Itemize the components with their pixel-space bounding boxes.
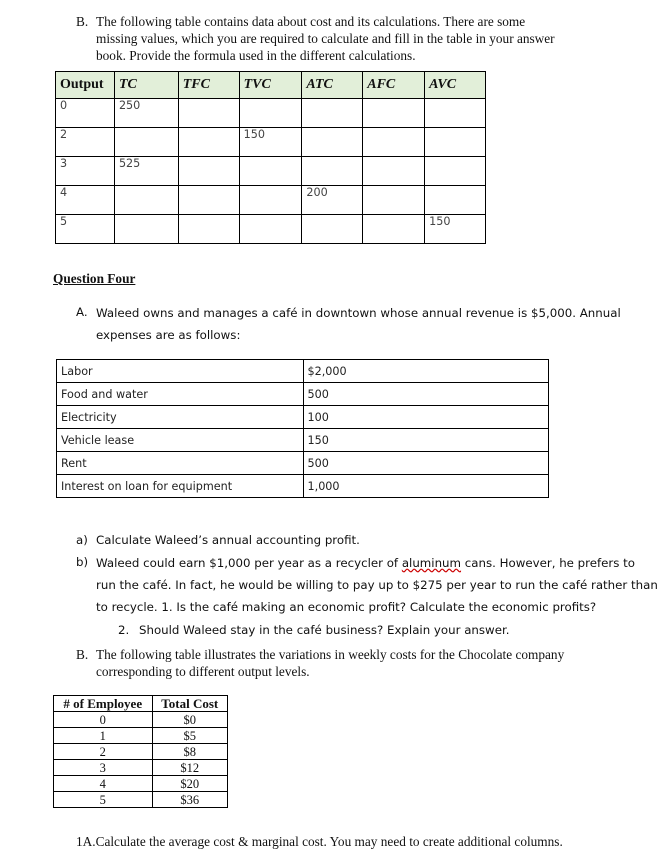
- expense-label: Vehicle lease: [57, 429, 304, 452]
- table-cell: $0: [152, 712, 227, 728]
- sub-question-b-line3: to recycle. 1. Is the café making an economic profit? Calculate the economic profits?: [96, 600, 597, 614]
- footer-question: 1A.Calculate the average cost & marginal cost. You may need to create additional columns.: [76, 834, 563, 849]
- expense-table: [56, 359, 549, 498]
- expense-value: $2,000: [303, 360, 548, 383]
- sub-question-b-text: [96, 552, 666, 618]
- table-cell: [425, 157, 486, 186]
- table-cell: 0: [54, 712, 153, 728]
- table-row: [57, 452, 549, 475]
- section-b2-text: [96, 646, 666, 680]
- employee-cost-table: [53, 695, 228, 808]
- table-cell: [178, 186, 239, 215]
- sub-question-2-text: Should Waleed stay in the café business? Explain your answer.: [139, 623, 510, 637]
- header-tc: TC: [114, 72, 178, 99]
- table-cell: [363, 215, 425, 244]
- section-b-line3: book. Provide the formula used in the different calculations.: [96, 48, 416, 63]
- header-output: Output: [56, 72, 115, 99]
- table-row: [57, 429, 549, 452]
- table-cell: [363, 128, 425, 157]
- expense-label: Food and water: [57, 383, 304, 406]
- table-row: [57, 406, 549, 429]
- table-cell: 4: [54, 776, 153, 792]
- table-cell: 1: [54, 728, 153, 744]
- table-cell: [114, 215, 178, 244]
- table-row: [54, 760, 228, 776]
- question-four-a-line2: expenses are as follows:: [96, 328, 241, 342]
- table-cell: [239, 186, 302, 215]
- header-tfc: TFC: [178, 72, 239, 99]
- section-b-marker: B.: [76, 14, 89, 29]
- section-b2-line1: The following table illustrates the variations in weekly costs for the Chocolate company: [96, 647, 565, 662]
- sub-question-b-line1: [96, 552, 666, 574]
- table-cell: [302, 157, 363, 186]
- table-row: [56, 186, 486, 215]
- table-cell: [114, 186, 178, 215]
- sub-question-b-line1-pre: Waleed could earn $1,000 per year as a recycler of: [96, 556, 402, 570]
- header-employee: # of Employee: [54, 696, 153, 712]
- table-cell: [178, 215, 239, 244]
- table-cell: [302, 99, 363, 128]
- header-tvc: TVC: [239, 72, 302, 99]
- expense-value: 500: [303, 452, 548, 475]
- table-cell: 5: [56, 215, 115, 244]
- cost-table-header: [56, 72, 486, 99]
- table-cell: $12: [152, 760, 227, 776]
- table-cell: 250: [114, 99, 178, 128]
- sub-question-b-marker: b): [76, 555, 89, 569]
- table-cell: [178, 99, 239, 128]
- table-row: [54, 792, 228, 808]
- table-row: [56, 157, 486, 186]
- table-cell: [178, 128, 239, 157]
- table-cell: [425, 128, 486, 157]
- section-b2-line2: corresponding to different output levels.: [96, 664, 310, 679]
- table-row: [56, 99, 486, 128]
- table-cell: 200: [302, 186, 363, 215]
- table-cell: 5: [54, 792, 153, 808]
- table-cell: [239, 215, 302, 244]
- table-row: [56, 128, 486, 157]
- table-row: [54, 776, 228, 792]
- expense-label: Interest on loan for equipment: [57, 475, 304, 498]
- table-cell: 150: [425, 215, 486, 244]
- table-row: [54, 728, 228, 744]
- expense-label: Labor: [57, 360, 304, 383]
- header-avc: AVC: [425, 72, 486, 99]
- table-cell: [425, 99, 486, 128]
- table-cell: 0: [56, 99, 115, 128]
- expense-value: 150: [303, 429, 548, 452]
- table-cell: [114, 128, 178, 157]
- table-cell: 2: [56, 128, 115, 157]
- section-b-line1: The following table contains data about cost and its calculations. There are some: [96, 14, 526, 29]
- table-cell: [363, 157, 425, 186]
- sub-question-a-marker: a): [76, 533, 88, 547]
- table-row: [56, 215, 486, 244]
- sub-question-2-marker: 2.: [118, 623, 130, 637]
- table-cell: 4: [56, 186, 115, 215]
- table-cell: [363, 99, 425, 128]
- question-four-a-text: [96, 302, 666, 346]
- table-cell: $36: [152, 792, 227, 808]
- table-cell: [239, 157, 302, 186]
- sub-question-a-text: Calculate Waleed’s annual accounting profit.: [96, 533, 360, 547]
- question-four-heading: Question Four: [53, 271, 136, 286]
- table-cell: [302, 128, 363, 157]
- expense-label: Electricity: [57, 406, 304, 429]
- table-cell: [178, 157, 239, 186]
- question-four-a-line1: Waleed owns and manages a café in downtown whose annual revenue is $5,000. Annual: [96, 306, 621, 320]
- expense-value: 100: [303, 406, 548, 429]
- cost-table: [55, 71, 486, 244]
- table-cell: 3: [54, 760, 153, 776]
- employee-table-header: [54, 696, 228, 712]
- table-cell: $5: [152, 728, 227, 744]
- expense-label: Rent: [57, 452, 304, 475]
- table-cell: [239, 99, 302, 128]
- spellcheck-word: aluminum: [401, 556, 462, 570]
- question-four-a-marker: A.: [76, 305, 88, 319]
- table-row: [54, 712, 228, 728]
- table-cell: 150: [239, 128, 302, 157]
- section-b2-marker: B.: [76, 647, 89, 662]
- sub-question-b-line1-post: cans. However, he prefers to: [461, 556, 636, 570]
- section-b-text: [96, 13, 666, 64]
- sub-question-b-line2: run the café. In fact, he would be willing to pay up to $275 per year to run the café rather than: [96, 578, 658, 592]
- table-row: [54, 744, 228, 760]
- table-cell: [425, 186, 486, 215]
- expense-value: 500: [303, 383, 548, 406]
- table-cell: 3: [56, 157, 115, 186]
- table-row: [57, 360, 549, 383]
- table-cell: $20: [152, 776, 227, 792]
- expense-value: 1,000: [303, 475, 548, 498]
- table-cell: 525: [114, 157, 178, 186]
- table-row: [57, 475, 549, 498]
- table-cell: [363, 186, 425, 215]
- table-cell: 2: [54, 744, 153, 760]
- table-cell: [302, 215, 363, 244]
- section-b-line2: missing values, which you are required to calculate and fill in the table in your answer: [96, 31, 555, 46]
- header-total-cost: Total Cost: [152, 696, 227, 712]
- header-afc: AFC: [363, 72, 425, 99]
- table-cell: $8: [152, 744, 227, 760]
- header-atc: ATC: [302, 72, 363, 99]
- table-row: [57, 383, 549, 406]
